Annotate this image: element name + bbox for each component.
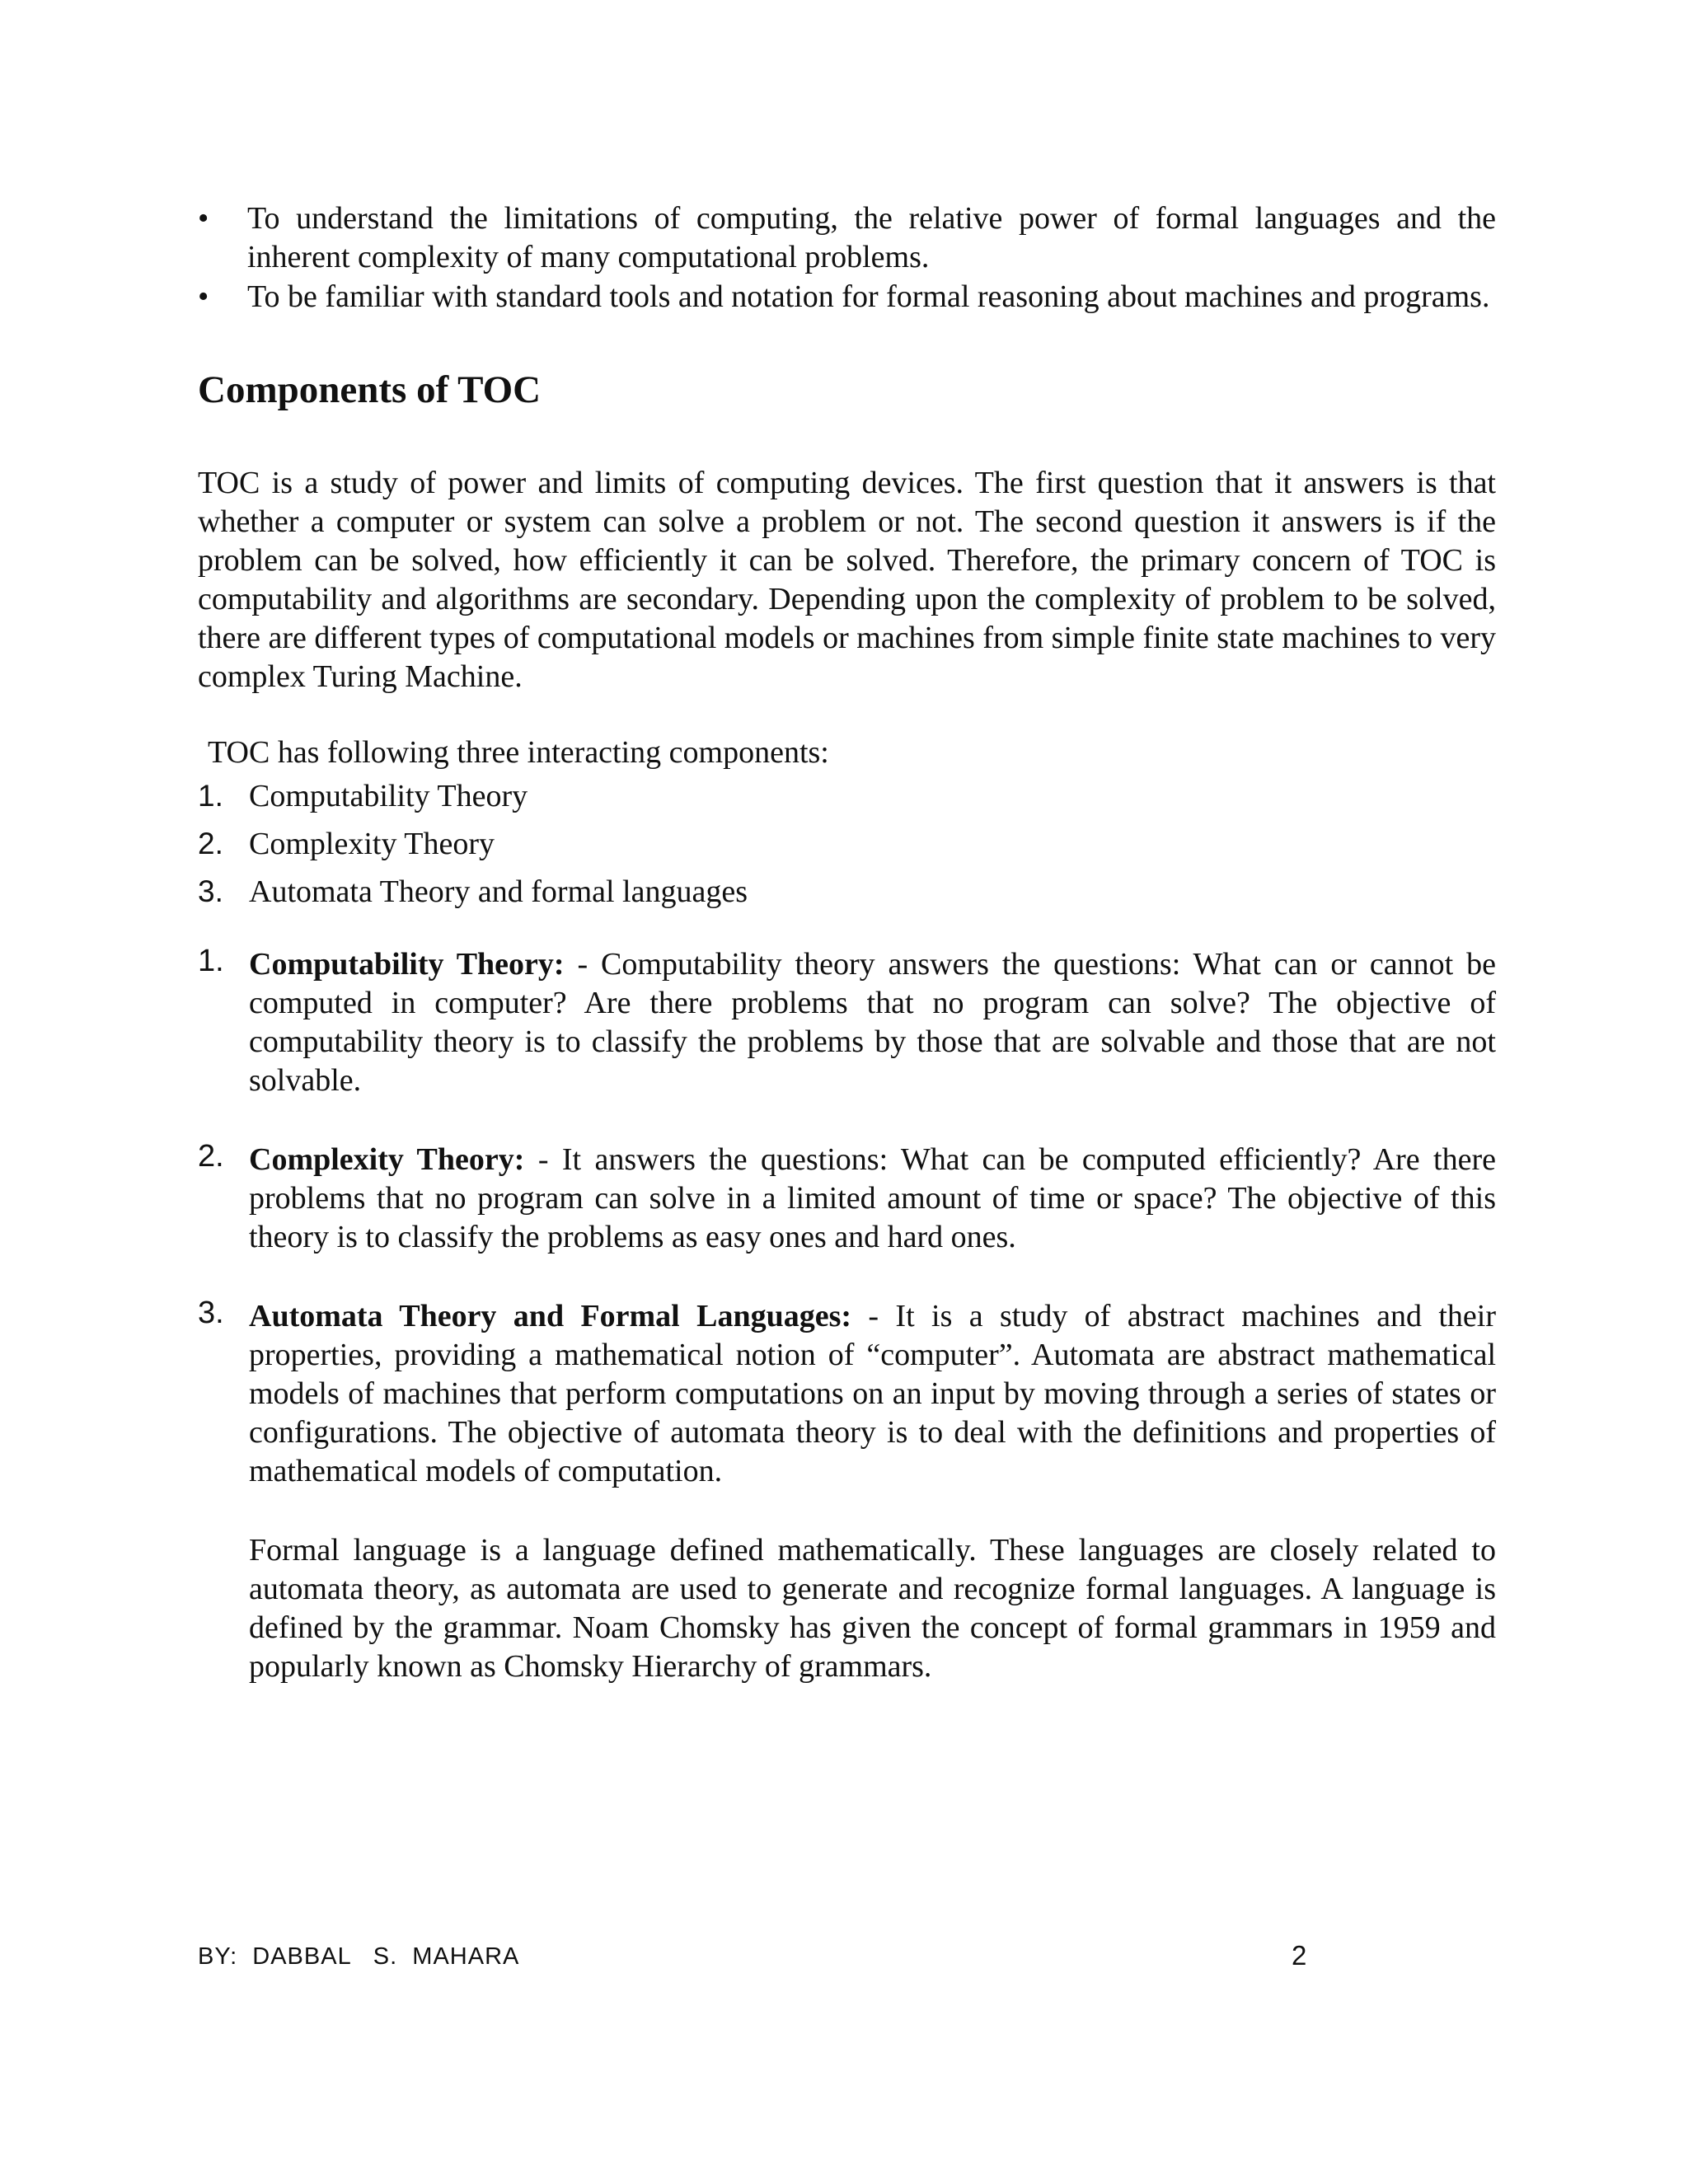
detail-item-complexity: [198, 1141, 1496, 1257]
list-number: 1.: [198, 779, 223, 813]
objectives-list: [198, 199, 1496, 316]
component-details-list: [198, 945, 1496, 1686]
detail-paragraph: [249, 945, 1496, 1100]
page-content: [198, 199, 1496, 1727]
list-number: 2.: [198, 827, 223, 860]
detail-text: - It is a study of abstract machines and their properties, providing a mathematical notion of “computer”. Automata are abstract mathematical models of machines that perform computations on an input by moving through a series of states or configurations. The objective of automata theory is to deal with the definitions and properties of mathematical models of computation.: [249, 1299, 1496, 1488]
detail-paragraph: [249, 1297, 1496, 1491]
list-number: 3.: [198, 874, 223, 908]
component-item: [198, 820, 1496, 868]
components-list: [198, 772, 1496, 916]
objective-item: [198, 278, 1496, 316]
detail-text: - Computability theory answers the questions: What can or cannot be computed in computer? Are there problems that no program can solve? The objective of computability theory is to classify the problems by those that are solvable and those that are not solvable.: [249, 947, 1496, 1098]
component-item: [198, 772, 1496, 820]
detail-paragraph: [249, 1141, 1496, 1257]
component-item: [198, 868, 1496, 916]
bullet-icon: •: [198, 279, 209, 314]
footer-author: BY: DABBAL S. MAHARA: [198, 1943, 520, 1970]
components-lead: TOC has following three interacting components:: [208, 735, 829, 770]
list-number: 3.: [198, 1296, 224, 1330]
bullet-icon: •: [198, 201, 209, 236]
component-label: Computability Theory: [249, 779, 528, 813]
objective-text: To understand the limitations of computing, the relative power of formal languages and the inherent complexity of many computational problems.: [247, 201, 1496, 274]
list-number: 1.: [198, 944, 224, 978]
list-number: 2.: [198, 1139, 224, 1174]
formal-language-paragraph: Formal language is a language defined mathematically. These languages are closely related to automata theory, as automata are used to generate and recognize formal languages. A language is defined by the grammar. Noam Chomsky has given the concept of formal grammars in 1959 and popularly known as Chomsky Hierarchy of grammars.: [249, 1533, 1496, 1684]
objective-text: To be familiar with standard tools and notation for formal reasoning about machines and programs.: [247, 279, 1490, 314]
component-label: Complexity Theory: [249, 827, 495, 861]
intro-paragraph: TOC is a study of power and limits of computing devices. The first question that it answers is that whether a computer or system can solve a problem or not. The second question it answers is if the problem can be solved, how efficiently it can be solved. Therefore, the primary concern of TOC is computability and algorithms are secondary. Depending upon the complexity of problem to be solved, there are different types of computational models or machines from simple finite state machines to very complex Turing Machine.: [198, 466, 1496, 694]
detail-item-computability: [198, 945, 1496, 1100]
detail-term: Computability Theory:: [249, 947, 565, 982]
section-title: Components of TOC: [198, 368, 542, 411]
objective-item: [198, 199, 1496, 277]
page-number: 2: [1292, 1940, 1307, 1971]
detail-term: Automata Theory and Formal Languages:: [249, 1299, 852, 1333]
component-label: Automata Theory and formal languages: [249, 874, 748, 909]
detail-item-automata: [198, 1297, 1496, 1686]
detail-text: - It answers the questions: What can be computed efficiently? Are there problems that no program can solve in a limited amount of time or space? The objective of this theory is to classify the problems as easy ones and hard ones.: [249, 1142, 1496, 1254]
detail-term: Complexity Theory:: [249, 1142, 525, 1177]
